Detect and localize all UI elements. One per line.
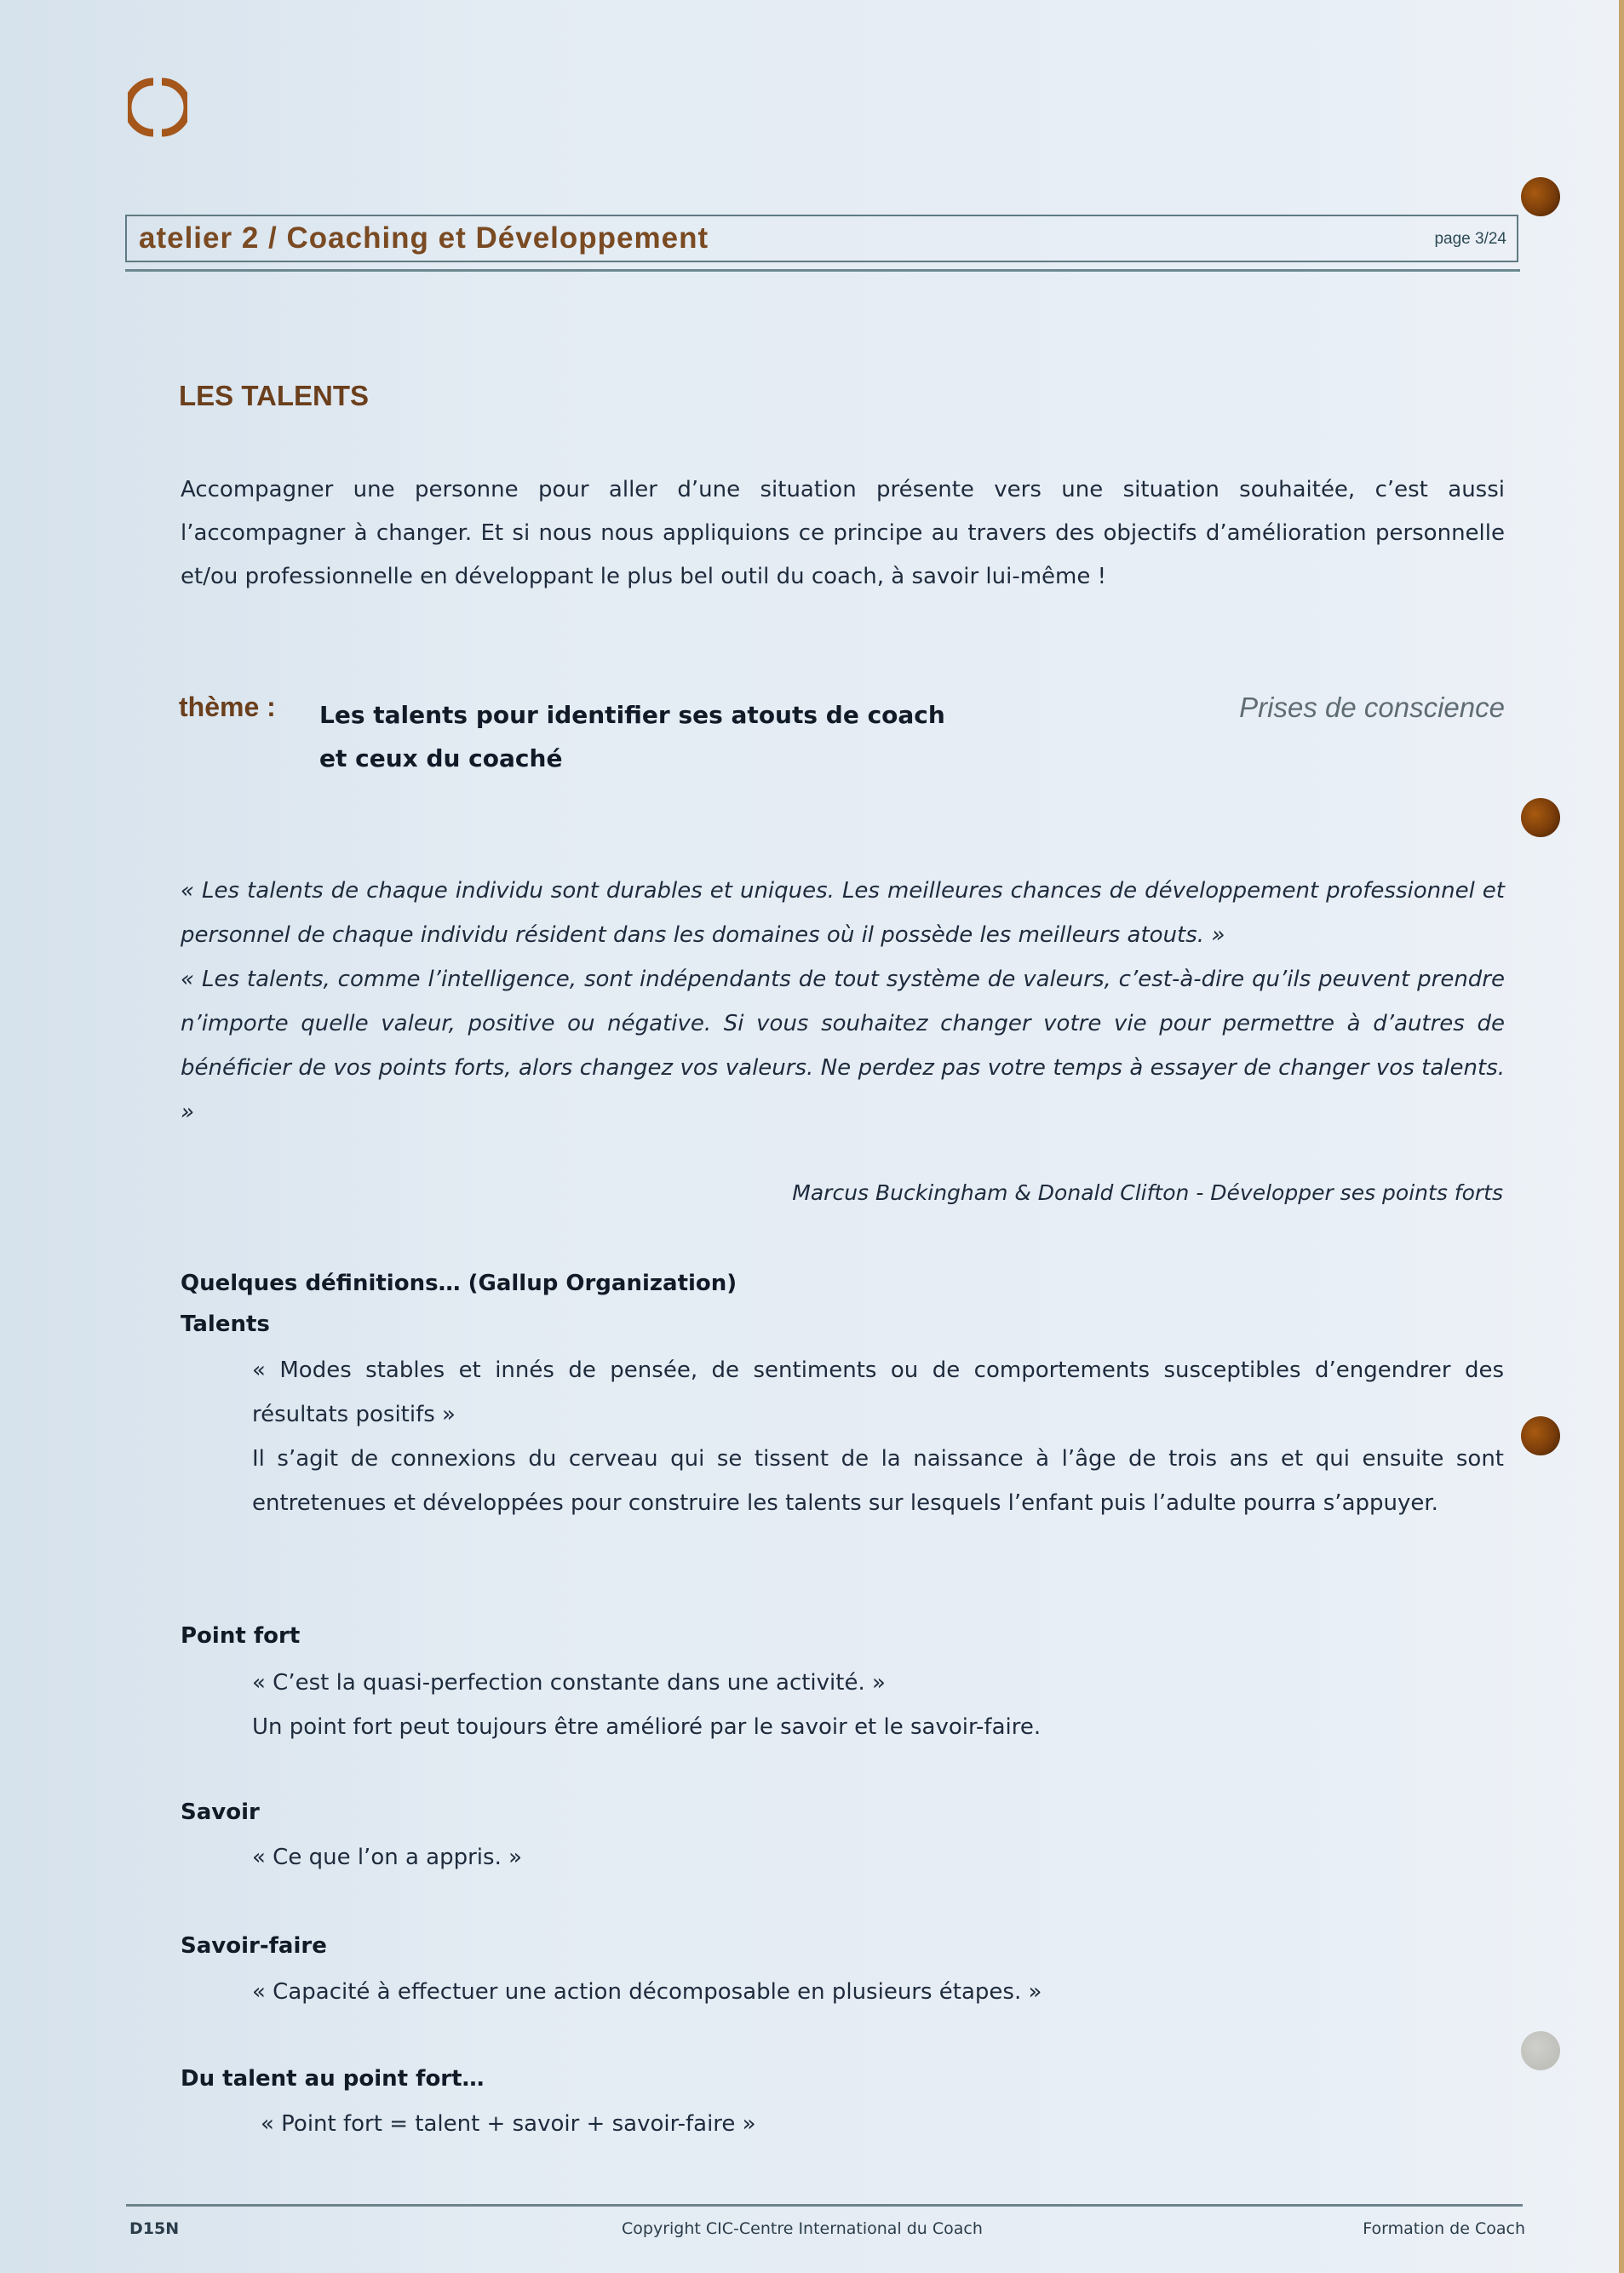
definition-body (261, 2102, 1512, 2146)
theme-text-line: Les talents pour identifier ses atouts de coach (319, 701, 945, 729)
quote-block (181, 869, 1505, 1134)
definition-line: Un point fort peut toujours être amélioré par le savoir et le savoir-faire. (252, 1714, 1042, 1740)
cic-ring-logo-icon (128, 77, 187, 138)
binder-hole (1521, 798, 1560, 837)
binder-hole (1521, 2031, 1560, 2070)
binder-hole (1521, 177, 1560, 216)
footer-code: D15N (129, 2219, 180, 2238)
definition-line: Il s’agit de connexions du cerveau qui se tissent de la naissance à l’âge de trois ans et qui ensuite sont entretenues et développées pour construire les talents sur lesquels l’enfant puis l’adulte pourra s’appuyer. (252, 1446, 1504, 1516)
quote-paragraph: « Les talents, comme l’intelligence, sont indépendants de tout système de valeurs, c’est-à-dire qu’ils peuvent prendre n’importe quelle valeur, positive ou négative. Si vous souhaitez changer votre vie pour permettre à d’autres de bénéficier de vos points forts, alors changez vos valeurs. Ne perdez pas votre temps à essayer de changer vos talents. » (181, 967, 1505, 1125)
theme-text (319, 693, 967, 780)
definition-body (252, 1835, 1504, 1880)
definition-body (252, 1970, 1504, 2014)
definitions-heading: Quelques définitions… (Gallup Organization) (181, 1271, 737, 1296)
section-title: LES TALENTS (179, 380, 370, 411)
definition-term: Savoir (181, 1799, 260, 1825)
definition-line: « Modes stables et innés de pensée, de sentiments ou de comportements susceptibles d’engendrer des résultats positifs » (252, 1357, 1504, 1427)
theme-text-line: et ceux du coaché (319, 744, 563, 772)
page-edge (1619, 0, 1624, 2273)
binder-hole (1521, 1416, 1560, 1455)
page-number: page 3/24 (1434, 230, 1506, 248)
definition-body (252, 1661, 1504, 1749)
page-header (125, 215, 1518, 262)
theme-label: thème : (179, 692, 276, 722)
theme-tag: Prises de conscience (1239, 692, 1505, 723)
quote-paragraph: « Les talents de chaque individu sont durables et uniques. Les meilleures chances de développement professionnel et personnel de chaque individu résident dans les domaines où il possède les meilleurs atouts. » (181, 878, 1505, 948)
definition-line: « Point fort = talent + savoir + savoir-faire » (261, 2111, 756, 2137)
workshop-title: atelier 2 / Coaching et Développement (139, 221, 709, 255)
footer-course: Formation de Coach (1363, 2219, 1525, 2238)
definition-term: Savoir-faire (181, 1933, 327, 1959)
quote-source: Marcus Buckingham & Donald Clifton - Développer ses points forts (792, 1180, 1503, 1205)
definition-line: « C’est la quasi-perfection constante dans une activité. » (252, 1670, 886, 1696)
intro-paragraph: Accompagner une personne pour aller d’une situation présente vers une situation souhaitée, c’est aussi l’accompagner à changer. Et si nous nous appliquions ce principe au travers des objectifs d’amélioration personnelle et/ou professionnelle en développant le plus bel outil du coach, à savoir lui-même ! (181, 477, 1505, 589)
definition-term: Point fort (181, 1623, 301, 1649)
definition-line: « Ce que l’on a appris. » (252, 1845, 523, 1870)
definition-body (252, 1348, 1504, 1525)
definition-line: « Capacité à effectuer une action décomposable en plusieurs étapes. » (252, 1979, 1042, 2005)
definition-term: Talents (181, 1312, 270, 1337)
definition-term: Du talent au point fort… (181, 2066, 485, 2092)
header-divider (125, 269, 1520, 272)
footer-divider (126, 2204, 1523, 2207)
footer-copyright: Copyright CIC-Centre International du Coach (622, 2219, 983, 2238)
